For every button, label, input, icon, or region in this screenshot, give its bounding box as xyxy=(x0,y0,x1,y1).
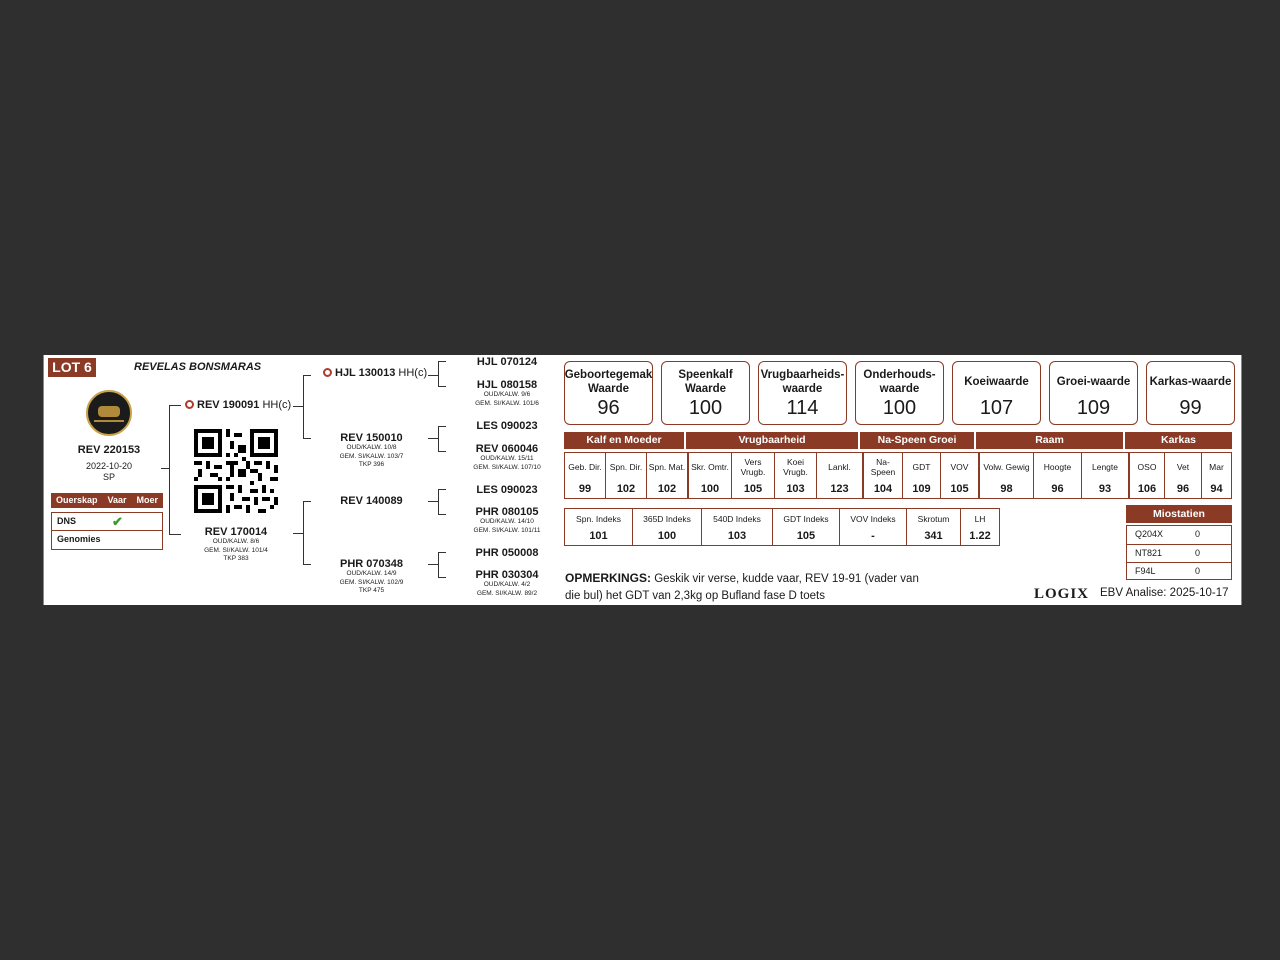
g3-4 xyxy=(464,484,550,496)
sire-sire-suffix: HH(c) xyxy=(398,367,428,379)
g3-line: GEM. SI/KALW. 107/10 xyxy=(473,463,541,471)
value-box xyxy=(661,361,750,425)
ebv-label: Geb. Dir. xyxy=(568,462,602,472)
sire-id: REV 190091 xyxy=(197,399,260,411)
pedigree-line xyxy=(428,438,438,439)
value-label: Geboortegemak Waarde xyxy=(564,368,653,395)
value-label: Onderhouds-waarde xyxy=(863,368,936,395)
sire-dam-line: GEM. SI/KALW. 103/7 xyxy=(339,452,404,460)
group-header: Karkas xyxy=(1125,432,1232,449)
value-box xyxy=(1146,361,1235,425)
pedigree-line xyxy=(428,501,438,502)
pedigree-line xyxy=(303,375,311,376)
remarks-label: OPMERKINGS: xyxy=(565,571,652,585)
pedigree-line xyxy=(438,426,446,427)
g3-id: PHR 030304 xyxy=(475,569,539,581)
index-grid xyxy=(564,508,1000,546)
pedigree-line xyxy=(293,406,303,407)
value-number: 99 xyxy=(1179,397,1202,419)
ebv-label: Skr. Omtr. xyxy=(691,462,729,472)
dam-line: GEM. SI/KALW. 101/4 xyxy=(204,546,268,554)
ebv-cell xyxy=(606,453,647,498)
ebv-value: 103 xyxy=(786,483,805,495)
index-value: 100 xyxy=(657,530,677,542)
value-number: 114 xyxy=(786,397,819,419)
value-box xyxy=(952,361,1041,425)
dam-dam-id: PHR 070348 xyxy=(340,558,403,570)
dam xyxy=(190,526,282,564)
g3-line: OUD/KALW. 4/2 xyxy=(483,581,531,588)
sire-dam xyxy=(324,432,419,470)
miostatien-table xyxy=(1126,525,1232,580)
ownership-label: Genomies xyxy=(57,534,101,544)
farm-logo xyxy=(86,390,132,436)
ownership-table xyxy=(51,512,163,550)
pedigree-line xyxy=(169,534,181,535)
ebv-label: Mar xyxy=(1209,462,1224,472)
ebv-label: Lankl. xyxy=(828,462,851,472)
sire-sire-id: HJL 130013 xyxy=(335,367,396,379)
ebv-date: EBV Analise: 2025-10-17 xyxy=(1100,587,1229,599)
ownership-header-2: Vaar xyxy=(107,495,127,505)
index-label: VOV Indeks xyxy=(850,513,896,524)
ebv-label: VOV xyxy=(950,462,969,472)
ebv-label: Hoogte xyxy=(1043,462,1072,472)
index-cell xyxy=(840,509,907,545)
ebv-value: 94 xyxy=(1210,483,1223,495)
sire-dam-line: OUD/KALW. 10/8 xyxy=(346,444,397,451)
g3-id: HJL 080158 xyxy=(476,379,538,391)
miostatien-value: 0 xyxy=(1195,566,1201,576)
pedigree-line xyxy=(438,514,446,515)
remarks-text: Geskik vir verse, kudde vaar, REV 19-91 (vader van die bul) het GDT van 2,3kg op Bufland fase D toets xyxy=(565,573,919,602)
ebv-cell xyxy=(775,453,817,498)
pedigree-line xyxy=(438,361,439,387)
ebv-label: GDT xyxy=(912,462,931,472)
g3-line: OUD/KALW. 14/10 xyxy=(480,518,534,525)
g3-7 xyxy=(464,569,550,598)
ebv-cell xyxy=(980,453,1034,498)
pedigree-line xyxy=(169,405,170,535)
g3-id: HJL 070124 xyxy=(476,356,538,368)
value-box xyxy=(564,361,653,425)
value-number: 100 xyxy=(882,397,917,419)
g3-line: GEM. SI/KALW. 101/11 xyxy=(473,526,541,534)
ebv-label: Koei Vrugb. xyxy=(783,457,808,477)
sire-dam-line: TKP 396 xyxy=(358,461,385,468)
pedigree-line xyxy=(438,386,446,387)
farm-name: REVELAS BONSMARAS xyxy=(134,361,262,373)
index-cell xyxy=(565,509,633,545)
ebv-grid xyxy=(564,452,1232,499)
animal-info xyxy=(54,444,164,483)
check-icon: ✔ xyxy=(112,514,123,529)
ebv-cell xyxy=(903,453,941,498)
pedigree-line xyxy=(438,577,446,578)
sire-suffix: HH(c) xyxy=(262,399,292,411)
g3-id: PHR 080105 xyxy=(475,506,539,518)
ebv-cell xyxy=(1165,453,1202,498)
miostatien-code: F94L xyxy=(1135,566,1156,576)
value-box xyxy=(855,361,944,425)
value-label: Groei-waarde xyxy=(1056,375,1131,388)
g3-id: LES 090023 xyxy=(476,420,538,432)
value-number: 107 xyxy=(979,397,1014,419)
ebv-cell xyxy=(732,453,775,498)
value-label: Vrugbaarheids-waarde xyxy=(760,368,845,395)
dam-sire xyxy=(324,495,419,507)
animal-date: 2022-10-20 xyxy=(85,461,133,471)
ebv-cell xyxy=(941,453,980,498)
index-label: Spn. Indeks xyxy=(576,513,621,524)
index-cell xyxy=(907,509,961,545)
g3-5 xyxy=(464,506,550,535)
index-cell xyxy=(702,509,773,545)
pedigree-line xyxy=(438,489,439,515)
ebv-value: 102 xyxy=(657,483,677,495)
g3-line: GEM. SI/KALW. 89/2 xyxy=(476,589,538,597)
ebv-label: Spn. Dir. xyxy=(609,462,643,472)
index-cell xyxy=(961,509,999,545)
pedigree-line xyxy=(161,468,169,469)
pedigree-line xyxy=(438,489,446,490)
pedigree-line xyxy=(438,552,446,553)
index-label: LH xyxy=(974,513,986,524)
ebv-cell xyxy=(689,453,732,498)
index-label: 540D Indeks xyxy=(713,513,761,524)
ownership-row xyxy=(52,530,162,548)
miostatien-row xyxy=(1127,544,1231,563)
g3-1 xyxy=(464,379,550,408)
pedigree-line xyxy=(293,533,303,534)
ebv-value: 98 xyxy=(1000,483,1013,495)
ebv-label: Vet xyxy=(1176,462,1190,472)
index-value: 101 xyxy=(589,530,608,542)
group-header: Kalf en Moeder xyxy=(564,432,684,449)
pedigree-line xyxy=(303,375,304,439)
logix-logo: LOGIX xyxy=(1034,586,1090,602)
group-header: Na-Speen Groei xyxy=(860,432,974,449)
g3-6 xyxy=(464,547,550,559)
value-number: 109 xyxy=(1076,397,1111,419)
value-label: Koeiwaarde xyxy=(964,375,1029,388)
ebv-label: Volw. Gewig xyxy=(983,462,1030,472)
ebv-cell xyxy=(1202,453,1231,498)
ebv-value: 104 xyxy=(873,483,893,495)
index-value: 341 xyxy=(924,530,943,542)
dam-id: REV 170014 xyxy=(204,526,268,538)
index-value: 1.22 xyxy=(969,530,991,542)
pedigree-line xyxy=(303,501,311,502)
g3-id: LES 090023 xyxy=(476,484,538,496)
pedigree-line xyxy=(169,405,181,406)
miostatien-code: NT821 xyxy=(1135,547,1163,558)
group-header: Raam xyxy=(976,432,1123,449)
ebv-value: 93 xyxy=(1098,483,1112,495)
remarks xyxy=(565,570,925,605)
target-icon xyxy=(185,400,194,409)
value-label: Karkas-waarde xyxy=(1149,375,1232,388)
group-header: Vrugbaarheid xyxy=(686,432,858,449)
sire-dam-id: REV 150010 xyxy=(340,432,403,444)
ebv-cell xyxy=(647,453,689,498)
ebv-value: 99 xyxy=(578,483,592,495)
miostatien-row xyxy=(1127,562,1231,581)
index-cell xyxy=(633,509,702,545)
miostatien-value: 0 xyxy=(1195,547,1201,558)
ebv-cell xyxy=(864,453,903,498)
lot-badge: LOT 6 xyxy=(48,358,96,377)
ebv-value: 96 xyxy=(1051,483,1064,495)
dam-dam-line: OUD/KALW. 14/9 xyxy=(346,570,397,577)
g3-0 xyxy=(464,356,550,368)
index-label: Skrotum xyxy=(917,513,950,524)
dam-sire-id: REV 140089 xyxy=(340,495,403,507)
g3-line: GEM. SI/KALW. 101/6 xyxy=(475,399,539,407)
animal-id: REV 220153 xyxy=(77,444,141,456)
target-icon xyxy=(323,368,332,377)
ebv-label: Spn. Mat. xyxy=(648,462,686,472)
miostatien-code: Q204X xyxy=(1135,529,1164,539)
dam-dam xyxy=(324,558,419,596)
g3-3 xyxy=(464,443,550,472)
index-label: GDT Indeks xyxy=(783,513,829,524)
qr-code xyxy=(194,429,278,513)
animal-code: SP xyxy=(102,472,115,482)
pedigree-line xyxy=(428,564,438,565)
pedigree-line xyxy=(303,501,304,565)
g3-line: OUD/KALW. 15/11 xyxy=(480,455,534,462)
g3-2 xyxy=(464,420,550,432)
ebv-cell xyxy=(565,453,606,498)
ebv-value: 96 xyxy=(1176,483,1190,495)
ownership-row xyxy=(52,513,162,530)
miostatien-header: Miostatien xyxy=(1126,505,1232,523)
index-cell xyxy=(773,509,840,545)
dam-line: TKP 383 xyxy=(223,555,249,562)
value-number: 100 xyxy=(688,397,723,419)
dam-dam-line: TKP 475 xyxy=(358,587,385,594)
ebv-label: Vers Vrugb. xyxy=(740,457,766,477)
pedigree-line xyxy=(438,552,439,578)
ebv-value: 109 xyxy=(912,483,931,495)
dam-line: OUD/KALW. 8/6 xyxy=(212,538,260,545)
value-box xyxy=(758,361,847,425)
pedigree-line xyxy=(438,451,446,452)
pedigree-line xyxy=(303,564,311,565)
ebv-cell xyxy=(1082,453,1130,498)
g3-id: PHR 050008 xyxy=(475,547,539,559)
ebv-value: 106 xyxy=(1137,483,1157,495)
index-value: 105 xyxy=(796,530,816,542)
pedigree-line xyxy=(438,361,446,362)
value-box xyxy=(1049,361,1138,425)
ownership-header-1: Ouerskap xyxy=(55,495,98,505)
ebv-value: 105 xyxy=(950,483,969,495)
ownership-header-3: Moer xyxy=(136,495,158,505)
index-value: 103 xyxy=(727,530,747,542)
ebv-value: 100 xyxy=(700,483,720,495)
value-label: Speenkalf Waarde xyxy=(678,368,733,395)
pedigree-line xyxy=(438,426,439,452)
g3-line: OUD/KALW. 9/6 xyxy=(483,391,531,398)
dam-dam-line: GEM. SI/KALW. 102/9 xyxy=(339,578,404,586)
miostatien-row xyxy=(1127,526,1231,544)
lot-card xyxy=(43,355,1242,605)
ebv-label: OSO xyxy=(1137,462,1157,472)
ebv-label: Lengte xyxy=(1092,462,1118,472)
ebv-cell xyxy=(1034,453,1082,498)
ebv-value: 123 xyxy=(830,483,849,495)
ownership-header xyxy=(51,493,163,508)
sire-sire xyxy=(323,367,427,379)
index-label: 365D Indeks xyxy=(643,513,691,524)
sire xyxy=(185,399,291,411)
value-number: 96 xyxy=(597,397,620,419)
miostatien-value: 0 xyxy=(1195,529,1201,539)
ebv-value: 105 xyxy=(743,483,763,495)
ebv-value: 102 xyxy=(616,483,636,495)
ebv-cell xyxy=(817,453,864,498)
g3-id: REV 060046 xyxy=(475,443,539,455)
ebv-cell xyxy=(1130,453,1165,498)
index-value: - xyxy=(871,530,875,542)
ownership-label: DNS xyxy=(57,516,77,526)
pedigree-line xyxy=(428,375,438,376)
ebv-label: Na-Speen xyxy=(870,457,896,477)
pedigree-line xyxy=(303,438,311,439)
